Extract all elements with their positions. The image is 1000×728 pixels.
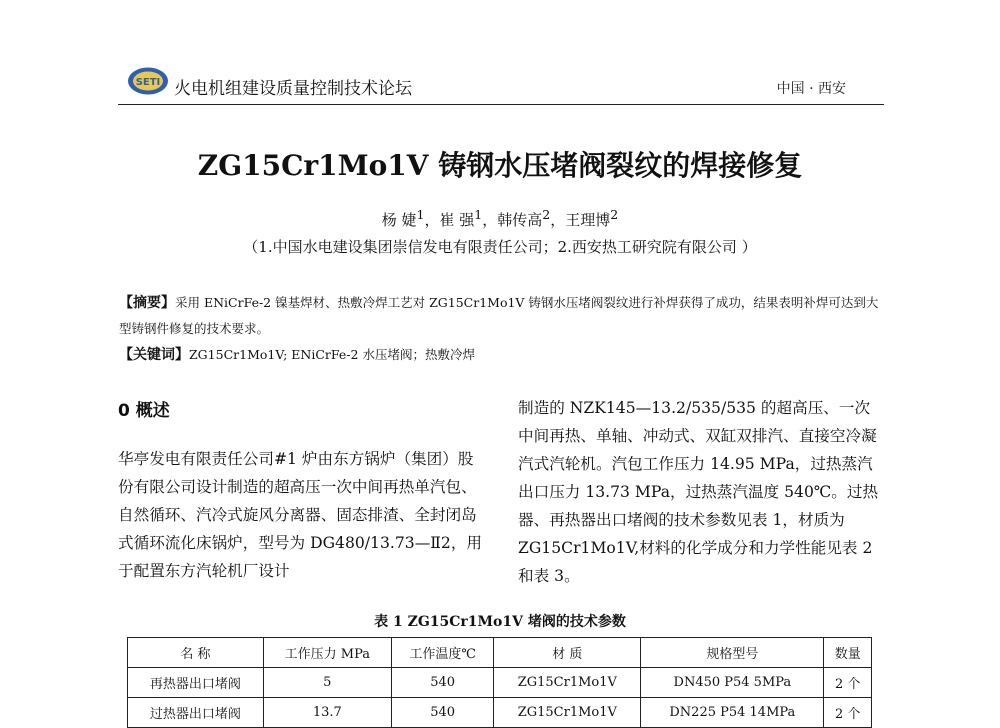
abstract — [119, 290, 883, 341]
paper-title: ZG15Cr1Mo1V 铸钢水压堵阀裂纹的焊接修复 — [197, 149, 803, 182]
keywords — [119, 344, 883, 364]
conference-name: 火电机组建设质量控制技术论坛 — [174, 79, 412, 99]
column-header: 规格型号 — [641, 638, 824, 668]
table-cell: 540 — [391, 668, 494, 698]
table-cell: DN450 P54 5MPa — [641, 668, 824, 698]
body-column-left: 华亭发电有限责任公司#1 炉由东方锅炉（集团）股份有限公司设计制造的超高压一次中间再热单汽包、自然循环、汽冷式旋风分离器、固态排渣、全封闭岛式循环流化床锅炉，型号为 DG480/13.73—Ⅱ2，用于配置东方汽轮机厂设计 — [118, 450, 483, 580]
parameters-table — [127, 637, 872, 728]
table-cell: 540 — [391, 698, 494, 728]
table-cell: DN225 P54 14MPa — [641, 698, 824, 728]
author-name: 杨 婕 — [381, 211, 417, 229]
table-cell: 2 个 — [824, 698, 872, 728]
conference-logo — [126, 66, 170, 96]
table-cell: 再热器出口堵阀 — [128, 668, 264, 698]
author-name: 韩传高 — [497, 211, 543, 229]
body-column-right: 制造的 NZK145—13.2/535/535 的超高压、一次中间再热、单轴、冲动式、双缸双排汽、直接空冷凝汽式汽轮机。汽包工作压力 14.95 MPa，过热蒸汽出口压力 13.73 MPa，过热蒸汽温度 540℃。过热器、再热器出口堵阀的技术参数见表 1，材质为 ZG15Cr1Mo1V,材料的化学成分和力学性能见表 2 和表 3。 — [518, 399, 879, 585]
table-cell: 13.7 — [263, 698, 391, 728]
column-header: 工作压力 MPa — [263, 638, 391, 668]
column-header: 数量 — [824, 638, 872, 668]
affiliations: （1.中国水电建设集团崇信发电有限责任公司；2.西安热工研究院有限公司 ） — [243, 238, 757, 256]
author-name: 崔 强 — [439, 211, 475, 229]
table-cell: ZG15Cr1Mo1V — [494, 668, 641, 698]
table-caption: 表 1 ZG15Cr1Mo1V 堵阀的技术参数 — [374, 614, 626, 630]
column-header: 材 质 — [494, 638, 641, 668]
author-affiliation-mark: 2 — [610, 207, 619, 222]
page-header — [118, 66, 884, 105]
abstract-label: 【摘要】 — [119, 295, 175, 311]
table-cell: ZG15Cr1Mo1V — [494, 698, 641, 728]
column-header: 工作温度℃ — [391, 638, 494, 668]
keywords-text: ZG15Cr1Mo1V; ENiCrFe-2 水压堵阀；热敷冷焊 — [189, 347, 475, 362]
table-cell: 2 个 — [824, 668, 872, 698]
author-affiliation-mark: 1 — [416, 207, 425, 222]
table-header-row — [128, 638, 872, 668]
column-header: 名 称 — [128, 638, 264, 668]
author-list: 杨 婕$^1$，崔 强$^1$，韩传高$^2$，王理博$^2$ — [381, 207, 619, 229]
table-cell: 过热器出口堵阀 — [128, 698, 264, 728]
keywords-label: 【关键词】 — [119, 347, 189, 363]
conference-place: 中国 · 西安 — [776, 81, 846, 97]
author-name: 王理博 — [565, 211, 611, 229]
author-affiliation-mark: 2 — [542, 207, 551, 222]
logo-text: SETI — [135, 77, 161, 88]
section-heading: 0 概述 — [118, 401, 170, 421]
table-cell: 5 — [263, 668, 391, 698]
table-row — [128, 668, 872, 698]
abstract-text: 采用 ENiCrFe-2 镍基焊材、热敷冷焊工艺对 ZG15Cr1Mo1V 铸钢水压堵阀裂纹进行补焊获得了成功，结果表明补焊可达到大型铸钢件修复的技术要求。 — [119, 295, 879, 336]
author-affiliation-mark: 1 — [474, 207, 483, 222]
